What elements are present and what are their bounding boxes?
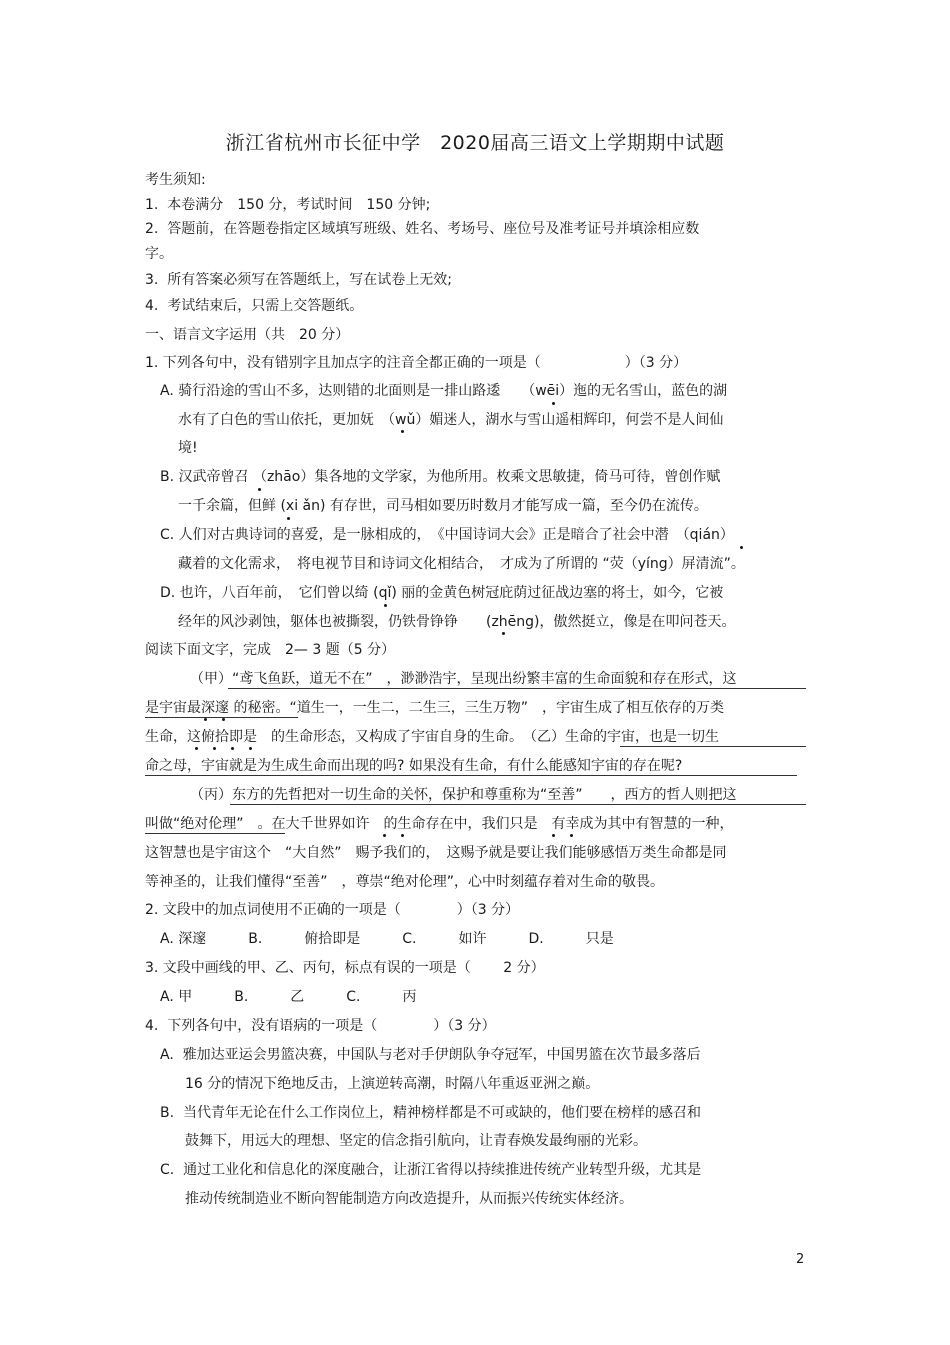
emphasis-dot — [401, 430, 404, 433]
option-line: 一千余篇，但鲜 (xi ǎn) 有存世，司马相如要历时数月才能写成一篇，至今仍在流传。 — [178, 498, 708, 514]
underline — [145, 833, 285, 834]
emphasis-dot — [249, 747, 252, 750]
option-line: D. 也许，八百年前， 它们曾以绮 (qǐ) 丽的金黄色树冠庇荫过征战边塞的将士，如今，它被 — [160, 585, 724, 601]
reading-intro: 阅读下面文字，完成 2— 3 题（5 分） — [145, 642, 396, 658]
emphasis-dot — [204, 718, 207, 721]
emphasis-dot — [384, 604, 387, 607]
notice-heading: 考生须知: — [145, 172, 206, 188]
passage-line: 命之母，宇宙就是为生成生命而出现的吗? 如果没有生命，有什么能感知宇宙的存在呢? — [145, 758, 683, 774]
notice-item: 2. 答题前，在答题卷指定区域填写班级、姓名、考场号、座位号及准考证号并填涂相应数 — [145, 221, 700, 237]
notice-item: 1. 本卷满分 150 分，考试时间 150 分钟; — [145, 197, 431, 213]
passage-line: 生命，这俯拾即是 的生命形态，又构成了宇宙自身的生命。 （乙）生命的宇宙，也是一切生 — [145, 729, 719, 745]
question-options: A. 深邃 B. 俯拾即是 C. 如许 D. 只是 — [160, 931, 614, 947]
underline — [230, 804, 806, 805]
passage-line: 等神圣的，让我们懂得“至善” ，尊崇“绝对伦理”，心中时刻蕴存着对生命的敬畏。 — [145, 874, 665, 890]
emphasis-dot — [195, 747, 198, 750]
emphasis-dot — [570, 834, 573, 837]
question-stem: 2. 文段中的加点词使用不正确的一项是（ ）（3 分） — [145, 902, 520, 918]
section-heading: 一、语言文字运用（共 20 分） — [145, 327, 350, 343]
emphasis-dot — [231, 747, 234, 750]
question-stem: 1. 下列各句中，没有错别字且加点字的注音全都正确的一项是（ ）（3 分） — [145, 355, 688, 371]
emphasis-dot — [287, 517, 290, 520]
emphasis-dot — [502, 632, 505, 635]
option-line: A. 雅加达亚运会男篮决赛，中国队与老对手伊朗队争夺冠军，中国男篮在次节最多落后 — [160, 1047, 701, 1063]
option-line: 鼓舞下，用远大的理想、坚定的信念指引航向，让青春焕发最绚丽的光彩。 — [185, 1133, 647, 1149]
passage-line: 叫做“绝对伦理” 。在大千世界如许 的生命存在中，我们只是 有幸成为其中有智慧的一种， — [145, 816, 734, 832]
option-line: C. 通过工业化和信息化的深度融合，让浙江省得以持续推进传统产业转型升级，尤其是 — [160, 1162, 702, 1178]
underline — [620, 746, 806, 747]
emphasis-dot — [222, 718, 225, 721]
option-line: A. 骑行沿途的雪山不多，达则错的北面则是一排山路逶 （wēi）迤的无名雪山，蓝色的湖 — [160, 383, 728, 399]
option-line: 境! — [178, 440, 198, 456]
notice-item: 字。 — [145, 246, 173, 262]
option-line: C. 人们对古典诗词的喜爱，是一脉相成的， 《中国诗词大会》正是暗合了社会中潜 （qián） — [160, 527, 734, 543]
notice-item: 3. 所有答案必须写在答题纸上，写在试卷上无效; — [145, 272, 452, 288]
passage-line: （甲）“鸢飞鱼跃，道无不在” ，渺渺浩宇，呈现出纷繁丰富的生命面貌和存在形式，这 — [190, 671, 737, 687]
emphasis-dot — [383, 834, 386, 837]
passage-line: （丙）东方的先哲把对一切生命的关怀，保护和尊重称为“至善” ，西方的哲人则把这 — [190, 787, 737, 803]
passage-line: 是宇宙最深邃 的秘密。“道生一，一生二，二生三，三生万物” ，宇宙生成了相互依存的万类 — [145, 700, 724, 716]
option-line: 经年的风沙剥蚀，躯体也被撕裂，仍铁骨铮铮 (zhēng)，傲然挺立，像是在叩问苍天。 — [178, 614, 736, 630]
question-stem: 3. 文段中画线的甲、乙、丙句，标点有误的一项是（ 2 分） — [145, 960, 545, 976]
option-line: 藏着的文化需求， 将电视节目和诗词文化相结合， 才成为了所谓的 “荧（yíng）屏清流”。 — [178, 556, 745, 572]
emphasis-dot — [401, 834, 404, 837]
underline — [145, 775, 797, 776]
passage-line: 这智慧也是宇宙这个 “大自然” 赐予我们的， 这赐予就是要让我们能够感悟万类生命都是同 — [145, 845, 727, 861]
page-title: 浙江省杭州市长征中学 2020届高三语文上学期期中试题 — [225, 132, 725, 154]
option-line: 水有了白色的雪山依托，更加妩 （wǔ）媚迷人，湖水与雪山遥相辉印，何尝不是人间仙 — [178, 412, 724, 428]
option-line: 16 分的情况下绝地反击，上演逆转高潮，时隔八年重返亚洲之巅。 — [185, 1076, 600, 1092]
emphasis-dot — [213, 747, 216, 750]
emphasis-dot — [552, 834, 555, 837]
question-stem: 4. 下列各句中，没有语病的一项是（ ）（3 分） — [145, 1018, 496, 1034]
option-line: 推动传统制造业不断向智能制造方向改造提升，从而振兴传统实体经济。 — [185, 1191, 633, 1207]
question-options: A. 甲 B. 乙 C. 丙 — [160, 989, 417, 1005]
emphasis-dot — [552, 402, 555, 405]
option-line: B. 当代青年无论在什么工作岗位上，精神榜样都是不可或缺的，他们要在榜样的感召和 — [160, 1105, 701, 1121]
emphasis-dot — [740, 546, 743, 549]
underline — [228, 688, 806, 689]
option-line: B. 汉武帝曾召 （zhāo）集各地的文学家，为他所用。枚乘文思敏捷，倚马可待，曾创作赋 — [160, 469, 721, 485]
emphasis-dot — [258, 488, 261, 491]
page-number: 2 — [796, 1252, 805, 1267]
notice-item: 4. 考试结束后，只需上交答题纸。 — [145, 298, 364, 314]
